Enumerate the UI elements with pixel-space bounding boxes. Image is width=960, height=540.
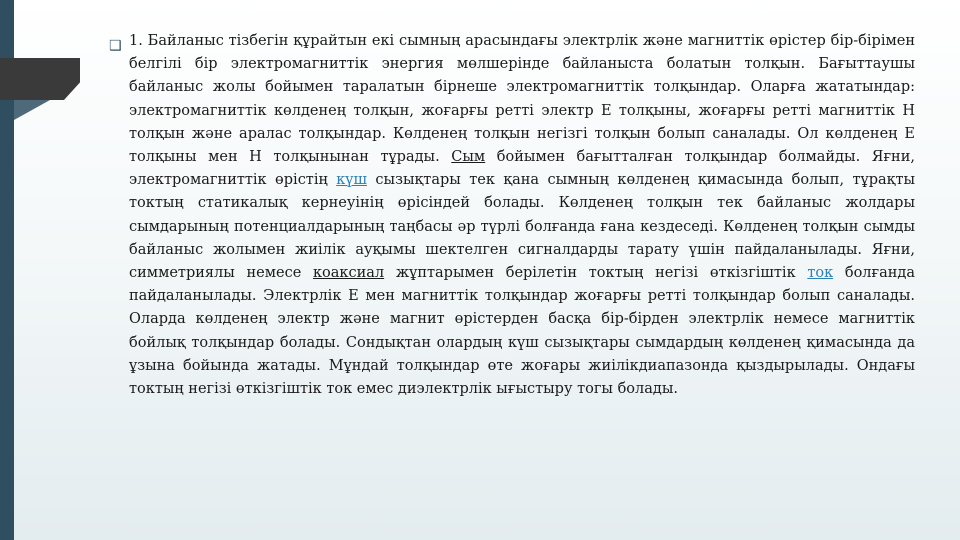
body-paragraph xyxy=(129,30,915,401)
text-segment: сызықтары тек қана сымның көлденең қимасында болып, тұрақты токтың статикалық кернеуінің өрісіндей болады. Көлденең толқын тек байланыс жолдары сымдарының потенциалдарының таңбасы әр түрлі болғанда ғана кездеседі. Көлденең толқын сымды байланыс жолымен жиілік ауқымы шектелген сигналдарды тарату үшін пайдаланылады. Яғни, симметриялы немесе xyxy=(129,172,916,282)
square-bullet-icon: ❑ xyxy=(109,38,122,54)
text-segment: болғанда пайдаланылады. Электрлік Е мен магниттік толқындар жоғарғы ретті толқындар болып саналады. Оларда көлденең электр және магнит өрістерден басқа бір-бірден электрлік немесе магниттік бойлық толқындар болады. Сондықтан олардың күш сызықтары сымдардың көлденең қимасында да ұзына бойында жатады. Мұндай толқындар өте жоғары жиілікдиапазонда қыздырылады. Ондағы токтың негізі өткізгіштік ток емес диэлектрлік ығыстыру тогы болады. xyxy=(129,265,915,398)
text-segment: жұптарымен берілетін токтың негізі өткізгіштік xyxy=(384,265,808,282)
decorative-tab xyxy=(0,58,80,100)
decorative-tab-shadow xyxy=(14,100,50,120)
link-sym[interactable]: Сым xyxy=(451,149,486,166)
link-koaksial[interactable]: коаксиал xyxy=(312,265,385,282)
link-kush[interactable]: күш xyxy=(336,172,367,189)
link-tok[interactable]: ток xyxy=(807,265,834,282)
text-segment: бойымен бағытталған толқындар болмайды. Яғни, электромагниттік өрістің xyxy=(129,149,915,189)
text-segment: 1. Байланыс тізбегін құрайтын екі сымның арасындағы электрлік және магниттік өрістер бір-бірімен белгілі бір электромагниттік энергия мөлшерінде байланыста болатын толқын. Бағыттаушы байланыс жолы бойымен таралатын бірнеше электромагниттік толқындар. Оларға жататындар: электромагниттік көлденең толқын, жоғарғы ретті электр Е толқыны, жоғарғы ретті магниттік Н толқын және аралас толқындар. Көлденең толқын негізгі толқын болып саналады. Ол көлденең Е толқыны мен Н толқынынан тұрады. xyxy=(129,33,915,166)
